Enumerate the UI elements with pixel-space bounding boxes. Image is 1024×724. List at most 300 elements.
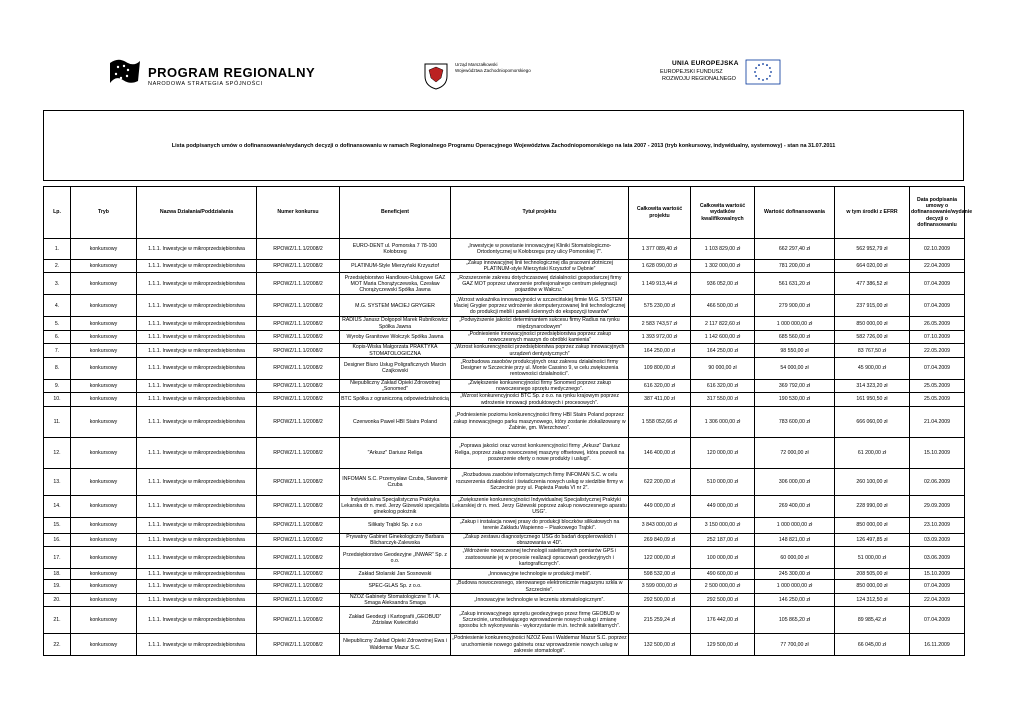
col-beneficjent-cell: Przedsiębiorstwo Geodezyjne „INWAR” Sp. z o.o. — [340, 547, 451, 569]
col-tytul-cell: „Innowacyjne technologie w leczeniu stomatologicznym”. — [451, 593, 629, 606]
col-tytul-cell: „Rozbudowa zasobów produkcyjnych oraz zakresu działalności firmy Designer w Szczecinie przy ul. Monte Cassino 9, w celu zwiększenia rentowności działalności”. — [451, 357, 629, 379]
col-lp-cell: 16. — [44, 533, 71, 546]
col-wartosc-cell: 132 500,00 zł — [629, 634, 691, 656]
document-title: Lista podpisanych umów o dofinansowanie/wydanych decyzji o dofinansowaniu w ramach Regionalnego Programu Operacyjnego Województwa Zachodniopomorskiego na lata 2007 - 2013 (tryb konkursowy, indywidualny, systemowy) - stan na 31.07.2011 — [171, 142, 836, 149]
col-wartosc-cell: 616 320,00 zł — [629, 379, 691, 392]
col-beneficjent-cell: Silikaty Trąbki Sp. z o.o — [340, 517, 451, 533]
col-beneficjent-cell: Wyroby Granitowe Wołczyk Spółka Jawna — [340, 330, 451, 343]
col-lp-cell: 19. — [44, 580, 71, 593]
col-dofin-cell: 54 000,00 zł — [755, 357, 835, 379]
col-lp-cell: 6. — [44, 330, 71, 343]
col-data-cell: 07.04.2009 — [910, 273, 965, 295]
table-row — [44, 317, 965, 330]
col-efrr-cell: 89 985,42 zł — [835, 607, 910, 634]
col-lp-cell: 7. — [44, 344, 71, 357]
col-lp-header: Lp. — [44, 187, 71, 239]
col-data-cell: 22.05.2009 — [910, 344, 965, 357]
col-konkurs-cell: RPOWZ/1.1.1/2008/2 — [257, 569, 340, 580]
col-konkurs-cell: RPOWZ/1.1.1/2008/2 — [257, 379, 340, 392]
table-row — [44, 295, 965, 317]
col-konkurs-cell: RPOWZ/1.1.1/2008/2 — [257, 607, 340, 634]
col-lp-cell: 21. — [44, 607, 71, 634]
col-lp-cell: 20. — [44, 593, 71, 606]
col-lp-cell: 18. — [44, 569, 71, 580]
col-konkurs-cell: RPOWZ/1.1.1/2008/2 — [257, 580, 340, 593]
col-dofin-cell: 146 250,00 zł — [755, 593, 835, 606]
col-dofin-cell: 561 631,20 zł — [755, 273, 835, 295]
eu-star — [766, 78, 768, 80]
table-row — [44, 547, 965, 569]
table-row — [44, 379, 965, 392]
col-kwalif-cell: 936 052,00 zł — [691, 273, 755, 295]
col-wartosc-cell: 122 000,00 zł — [629, 547, 691, 569]
col-dofin-cell: 685 560,00 zł — [755, 330, 835, 343]
col-data-cell: 26.05.2009 — [910, 317, 965, 330]
col-dzialanie-cell: 1.1.1. Inwestycje w mikroprzedsiębiorstwa — [137, 260, 257, 273]
col-efrr-cell: 582 726,00 zł — [835, 330, 910, 343]
col-wartosc-cell: 292 500,00 zł — [629, 593, 691, 606]
col-konkurs-cell: RPOWZ/1.1.1/2008/2 — [257, 517, 340, 533]
col-tytul-cell: „Podwyższenie jakości determinantem sukcesu firmy Radius na rynku międzynarodowym” — [451, 317, 629, 330]
table-row — [44, 393, 965, 406]
col-tryb-cell: konkursowy — [71, 330, 137, 343]
col-data-cell: 21.04.2009 — [910, 406, 965, 437]
col-dzialanie-header: Nazwa Działania/Poddziałania — [137, 187, 257, 239]
table-row — [44, 468, 965, 495]
eu-star — [758, 64, 760, 66]
col-dofin-cell: 98 550,00 zł — [755, 344, 835, 357]
col-wartosc-cell: 1 377 089,40 zł — [629, 239, 691, 260]
eu-line-2: EUROPEJSKI FUNDUSZ — [660, 69, 723, 75]
eu-star — [766, 64, 768, 66]
col-kwalif-cell: 252 187,00 zł — [691, 533, 755, 546]
col-tryb-cell: konkursowy — [71, 593, 137, 606]
col-wartosc-cell: 1 628 090,00 zł — [629, 260, 691, 273]
col-kwalif-cell: 90 000,00 zł — [691, 357, 755, 379]
col-dzialanie-cell: 1.1.1. Inwestycje w mikroprzedsiębiorstwa — [137, 330, 257, 343]
col-data-cell: 03.06.2009 — [910, 547, 965, 569]
col-kwalif-cell: 466 500,00 zł — [691, 295, 755, 317]
table-row — [44, 260, 965, 273]
col-dzialanie-cell: 1.1.1. Inwestycje w mikroprzedsiębiorstwa — [137, 437, 257, 468]
col-beneficjent-cell: M.G. SYSTEM MACIEJ GRYGIER — [340, 295, 451, 317]
col-beneficjent-cell: NZOZ Gabinety Stomatologiczne T. i A. Smaga Aleksandra Smaga — [340, 593, 451, 606]
col-dofin-cell: 279 900,00 zł — [755, 295, 835, 317]
col-lp-cell: 4. — [44, 295, 71, 317]
col-beneficjent-cell: BTC Spółka z ograniczoną odpowiedzialnością — [340, 393, 451, 406]
col-beneficjent-cell: Przedsiębiorstwo Handlowo-Usługowe GAZ MOT Maria Chorążyczewska, Czesław Chorążyczewski Spółka Jawna — [340, 273, 451, 295]
col-wartosc-cell: 575 230,00 zł — [629, 295, 691, 317]
col-dzialanie-cell: 1.1.1. Inwestycje w mikroprzedsiębiorstwa — [137, 580, 257, 593]
logos-header — [0, 0, 1024, 105]
col-data-cell: 07.04.2009 — [910, 295, 965, 317]
col-dofin-cell: 1 000 000,00 zł — [755, 317, 835, 330]
table-row — [44, 533, 965, 546]
col-efrr-cell: 237 915,00 zł — [835, 295, 910, 317]
col-dofin-cell: 77 700,00 zł — [755, 634, 835, 656]
table-row — [44, 580, 965, 593]
col-wartosc-cell: 3 599 000,00 zł — [629, 580, 691, 593]
table-row — [44, 634, 965, 656]
col-tytul-cell: „Rozszerzenie zakresu dotychczasowej działalności gospodarczej firmy GAZ MOT poprzez utworzenie profesjonalnego centrum pielęgnacji pojazdów w Wałczu.” — [451, 273, 629, 295]
col-tryb-cell: konkursowy — [71, 317, 137, 330]
col-data-cell: 22.04.2009 — [910, 593, 965, 606]
col-dzialanie-cell: 1.1.1. Inwestycje w mikroprzedsiębiorstwa — [137, 393, 257, 406]
program-title: PROGRAM REGIONALNY — [148, 65, 316, 80]
col-kwalif-cell: 317 550,00 zł — [691, 393, 755, 406]
eu-star — [758, 78, 760, 80]
col-tytul-cell: „Zakup innowacyjnej linii technologicznej dla pracowni złotniczej PLATINUM-style Mierzyński Krzysztof w Dębnie” — [451, 260, 629, 273]
col-dzialanie-cell: 1.1.1. Inwestycje w mikroprzedsiębiorstwa — [137, 239, 257, 260]
col-tytul-cell: „Zakup innowacyjnego sprzętu geodezyjnego przez firmę GEOBUD w Szczecinie, umożliwiającego wprowadzenie nowych usług i zmianę sposobu ich wykonywania - wykorzystanie m.in. technik satelitarnych”. — [451, 607, 629, 634]
col-konkurs-cell: RPOWZ/1.1.1/2008/2 — [257, 344, 340, 357]
col-dzialanie-cell: 1.1.1. Inwestycje w mikroprzedsiębiorstwa — [137, 295, 257, 317]
col-dzialanie-cell: 1.1.1. Inwestycje w mikroprzedsiębiorstwa — [137, 273, 257, 295]
col-kwalif-cell: 490 600,00 zł — [691, 569, 755, 580]
col-dofin-cell: 72 000,00 zł — [755, 437, 835, 468]
col-efrr-cell: 126 497,85 zł — [835, 533, 910, 546]
col-tryb-cell: konkursowy — [71, 580, 137, 593]
col-dofin-cell: 369 792,00 zł — [755, 379, 835, 392]
eu-star — [754, 71, 756, 73]
col-data-cell: 03.09.2009 — [910, 533, 965, 546]
col-dofin-cell: 148 821,00 zł — [755, 533, 835, 546]
col-lp-cell: 8. — [44, 357, 71, 379]
col-efrr-cell: 83 767,50 zł — [835, 344, 910, 357]
col-lp-cell: 9. — [44, 379, 71, 392]
col-konkurs-cell: RPOWZ/1.1.1/2008/2 — [257, 593, 340, 606]
col-konkurs-cell: RPOWZ/1.1.1/2008/2 — [257, 547, 340, 569]
col-kwalif-cell: 1 142 600,00 zł — [691, 330, 755, 343]
col-data-cell: 02.06.2009 — [910, 468, 965, 495]
col-beneficjent-cell: Indywidualna Specjalistyczna Praktyka Lekarska dr n. med. Jerzy Giżewski specjalista ginekolog położnik — [341, 496, 449, 516]
col-efrr-cell: 51 000,00 zł — [835, 547, 910, 569]
col-lp-cell: 11. — [44, 406, 71, 437]
col-beneficjent-cell: SPEC-GLAS Sp. z o.o. — [340, 580, 451, 593]
col-efrr-cell: 61 200,00 zł — [835, 437, 910, 468]
col-tryb-cell: konkursowy — [71, 379, 137, 392]
eu-star — [755, 67, 757, 69]
waving-flag-icon — [108, 57, 142, 87]
col-konkurs-cell: RPOWZ/1.1.1/2008/2 — [257, 437, 340, 468]
col-beneficjent-cell: Niepubliczny Zakład Opieki Zdrowotnej Ewa i Waldemar Mazur S.C. — [340, 634, 451, 656]
col-tytul-cell: „Wzrost konkurencyjności BTC Sp. z o.o. na rynku krajowym poprzez wdrożenie innowacji produktowych i procesowych”. — [451, 393, 629, 406]
table-row — [44, 357, 965, 379]
col-lp-cell: 13. — [44, 468, 71, 495]
col-dzialanie-cell: 1.1.1. Inwestycje w mikroprzedsiębiorstwa — [137, 517, 257, 533]
col-data-cell: 02.10.2009 — [910, 239, 965, 260]
col-dzialanie-cell: 1.1.1. Inwestycje w mikroprzedsiębiorstwa — [137, 634, 257, 656]
col-beneficjent-cell: Zakład Stolarski Jan Sosnowski — [340, 569, 451, 580]
col-tytul-cell: „Innowacyjne technologie w produkcji mebli”. — [451, 569, 629, 580]
col-beneficjent-cell: INFOMAN S.C. Przemysław Czuba, Sławomir Czuba — [340, 468, 451, 495]
col-tryb-cell: konkursowy — [71, 569, 137, 580]
col-data-cell: 23.10.2009 — [910, 517, 965, 533]
col-dzialanie-cell: 1.1.1. Inwestycje w mikroprzedsiębiorstwa — [137, 533, 257, 546]
col-lp-cell: 14. — [44, 495, 71, 517]
col-beneficjent-cell: Zakład Geodezji i Kartografii „GEOBUD” Zdzisław Kwieciński — [340, 607, 451, 634]
col-data-cell: 07.10.2009 — [910, 330, 965, 343]
col-beneficjent-cell: Czerwonka Paweł HBI Stairs Poland — [340, 406, 451, 437]
col-dzialanie-cell: 1.1.1. Inwestycje w mikroprzedsiębiorstwa — [137, 406, 257, 437]
office-line-2: Województwa Zachodniopomorskiego — [455, 68, 531, 73]
col-kwalif-cell: 2 117 822,60 zł — [691, 317, 755, 330]
col-tytul-cell: „Budowa nowoczesnego, sterowanego elektronicznie magazynu szkła w Szczecinie”. — [451, 580, 629, 593]
col-wartosc-cell: 269 840,09 zł — [629, 533, 691, 546]
col-wartosc-cell: 1 558 052,66 zł — [629, 406, 691, 437]
document-title-box — [43, 110, 964, 181]
col-wartosc-cell: 146 400,00 zł — [629, 437, 691, 468]
col-tryb-cell: konkursowy — [71, 406, 137, 437]
eu-flag-icon — [746, 60, 780, 84]
col-data-cell: 07.04.2009 — [910, 357, 965, 379]
table-row — [44, 495, 965, 517]
col-lp-cell: 10. — [44, 393, 71, 406]
col-kwalif-cell: 129 500,00 zł — [691, 634, 755, 656]
col-efrr-cell: 208 505,00 zł — [835, 569, 910, 580]
col-dofin-cell: 783 600,00 zł — [755, 406, 835, 437]
col-efrr-cell: 562 952,79 zł — [835, 239, 910, 260]
col-konkurs-cell: RPOWZ/1.1.1/2008/2 — [257, 468, 340, 495]
coat-of-arms-icon — [423, 62, 449, 90]
table-row — [44, 569, 965, 580]
col-konkurs-cell: RPOWZ/1.1.1/2008/2 — [257, 634, 340, 656]
program-subtitle: NARODOWA STRATEGIA SPÓJNOŚCI — [148, 81, 263, 87]
col-dzialanie-cell: 1.1.1. Inwestycje w mikroprzedsiębiorstwa — [137, 593, 257, 606]
col-data-cell: 25.05.2009 — [910, 379, 965, 392]
col-dofin-header: Wartość dofinansowania — [755, 187, 835, 239]
col-tytul-cell: „Podniesienie poziomu konkurencyjności firmy HBI Stairs Poland poprzez zakup innowacyjnego parku maszynowego, który zostanie zlokalizowany w Żabinie, gm. Wierzchowo”. — [451, 406, 629, 437]
col-dofin-cell: 245 300,00 zł — [755, 569, 835, 580]
col-dzialanie-cell: 1.1.1. Inwestycje w mikroprzedsiębiorstwa — [137, 317, 257, 330]
eu-line-3: ROZWOJU REGIONALNEGO — [662, 76, 736, 82]
col-kwalif-cell: 616 320,00 zł — [691, 379, 755, 392]
col-tytul-cell: „Zwiększenie konkurencyjności firmy Sonomed poprzez zakup nowoczesnego sprzętu medycznego”. — [451, 379, 629, 392]
col-konkurs-cell: RPOWZ/1.1.1/2008/2 — [257, 495, 340, 517]
col-wartosc-cell: 109 800,00 zł — [629, 357, 691, 379]
col-tytul-cell: „Podniesienie konkurencyjności NZOZ Ewa i Waldemar Mazur S.C. poprzez uruchomienie nowego gabinetu oraz wprowadzenie nowych usług w zakresie stomatologii”. — [452, 635, 627, 654]
col-tryb-cell: konkursowy — [71, 547, 137, 569]
col-wartosc-header: Całkowita wartość projektu — [629, 187, 691, 239]
col-tryb-cell: konkursowy — [71, 495, 137, 517]
col-data-cell: 25.05.2009 — [910, 393, 965, 406]
col-konkurs-cell: RPOWZ/1.1.1/2008/2 — [257, 357, 340, 379]
col-wartosc-cell: 164 250,00 zł — [629, 344, 691, 357]
col-tryb-cell: konkursowy — [71, 357, 137, 379]
col-dofin-cell: 1 000 000,00 zł — [755, 580, 835, 593]
col-dofin-cell: 190 530,00 zł — [755, 393, 835, 406]
col-data-cell: 07.04.2009 — [910, 607, 965, 634]
col-dofin-cell: 269 400,00 zł — [755, 495, 835, 517]
col-dzialanie-cell: 1.1.1. Inwestycje w mikroprzedsiębiorstwa — [137, 379, 257, 392]
col-tytul-cell: „Wdrożenie nowoczesnej technologii satelitarnych pomiarów GPS i zastosowanie jej w procesie realizacji opracowań geodezyjnych i kartograficznych”. — [451, 547, 629, 569]
col-kwalif-cell: 2 500 000,00 zł — [691, 580, 755, 593]
col-data-cell: 16.11.2009 — [910, 634, 965, 656]
contracts-table — [43, 186, 973, 656]
col-dofin-cell: 781 200,00 zł — [755, 260, 835, 273]
col-efrr-cell: 66 045,00 zł — [835, 634, 910, 656]
table-row — [44, 437, 965, 468]
col-dzialanie-cell: 1.1.1. Inwestycje w mikroprzedsiębiorstwa — [137, 344, 257, 357]
table-row — [44, 406, 965, 437]
col-kwalif-cell: 1 103 829,00 zł — [691, 239, 755, 260]
eu-star — [755, 75, 757, 77]
col-dzialanie-cell: 1.1.1. Inwestycje w mikroprzedsiębiorstwa — [137, 569, 257, 580]
col-dofin-cell: 662 297,40 zł — [755, 239, 835, 260]
col-beneficjent-cell: Niepubliczny Zakład Opieki Zdrowotnej „Sonomed” — [340, 379, 451, 392]
col-beneficjent-cell: Kopis-Wiska Małgorzata PRAKTYKA STOMATOLOGICZNA — [340, 344, 451, 357]
col-tryb-cell: konkursowy — [71, 239, 137, 260]
col-data-cell: 07.04.2009 — [910, 580, 965, 593]
col-efrr-cell: 666 060,00 zł — [835, 406, 910, 437]
col-tryb-cell: konkursowy — [71, 437, 137, 468]
col-dofin-cell: 306 000,00 zł — [755, 468, 835, 495]
col-wartosc-cell: 622 200,00 zł — [629, 468, 691, 495]
col-data-cell: 29.09.2009 — [910, 495, 965, 517]
col-konkurs-cell: RPOWZ/1.1.1/2008/2 — [257, 533, 340, 546]
col-efrr-cell: 161 950,50 zł — [835, 393, 910, 406]
col-dofin-cell: 105 865,20 zł — [755, 607, 835, 634]
col-tryb-cell: konkursowy — [71, 517, 137, 533]
col-konkurs-cell: RPOWZ/1.1.1/2008/2 — [257, 239, 340, 260]
col-tytul-cell: „Zwiększenie konkurencyjności Indywidualnej Specjalistycznej Praktyki Lekarskiej dr n. med. Jerzy Giżewski poprzez zakup nowoczesnego aparatu USG”. — [452, 496, 627, 516]
col-tytul-cell: „Rozbudowa zasobów informatycznych firmy INFOMAN S.C. w celu rozszerzenia działalności i świadczenia nowych usług w siedzibie firmy w Szczecinie przy ul. Papieża Pawła VI nr 2”. — [451, 468, 629, 495]
col-beneficjent-header: Beneficjent — [340, 187, 451, 239]
col-tytul-cell: „Podniesienie innowacyjności przedsiębiorstwa poprzez zakup nowoczesnych maszyn do obróbki kamienia” — [451, 330, 629, 343]
col-efrr-cell: 664 020,00 zł — [835, 260, 910, 273]
col-lp-cell: 15. — [44, 517, 71, 533]
col-wartosc-cell: 1 149 913,44 zł — [629, 273, 691, 295]
col-efrr-header: w tym środki z EFRR — [835, 187, 910, 239]
col-wartosc-cell: 449 000,00 zł — [629, 495, 691, 517]
col-kwalif-cell: 1 306 000,00 zł — [691, 406, 755, 437]
col-efrr-cell: 850 000,00 zł — [835, 317, 910, 330]
table-row — [44, 517, 965, 533]
col-kwalif-cell: 1 302 000,00 zł — [691, 260, 755, 273]
col-tryb-cell: konkursowy — [71, 533, 137, 546]
col-tytul-cell: „Zakup i instalacja nowej prasy do produkcji bloczków silikatowych na terenie Zakładu Wapienno – Piaskowego Trąbki”. — [451, 517, 629, 533]
col-lp-cell: 1. — [44, 239, 71, 260]
col-beneficjent-cell: EURO-DENT ul. Pomorska 7 78-100 Kołobrzeg — [340, 239, 451, 260]
col-lp-cell: 17. — [44, 547, 71, 569]
table-row — [44, 273, 965, 295]
col-kwalif-cell: 164 250,00 zł — [691, 344, 755, 357]
col-konkurs-cell: RPOWZ/1.1.1/2008/2 — [257, 273, 340, 295]
col-konkurs-cell: RPOWZ/1.1.1/2008/2 — [257, 260, 340, 273]
col-tytul-cell: „Poprawa jakości oraz wzrost konkurencyjności firmy „Arkusz” Dariusz Religa, poprzez zakup nowoczesnej maszyny offsetowej, która pozwoli na poszerzenie oferty o nowe produkty i usługi”. — [451, 437, 629, 468]
col-konkurs-header: Numer konkursu — [257, 187, 340, 239]
col-tryb-cell: konkursowy — [71, 344, 137, 357]
table-header-row — [44, 187, 965, 239]
col-data-cell: 15.10.2009 — [910, 569, 965, 580]
col-beneficjent-cell: "Arkusz" Dariusz Religa — [340, 437, 451, 468]
col-tryb-header: Tryb — [71, 187, 137, 239]
col-lp-cell: 12. — [44, 437, 71, 468]
col-wartosc-cell: 215 259,24 zł — [629, 607, 691, 634]
col-dofin-cell: 60 000,00 zł — [755, 547, 835, 569]
col-kwalif-cell: 176 442,00 zł — [691, 607, 755, 634]
col-tytul-cell: „Wzrost konkurencyjności przedsiębiorstwa poprzez zakup innowacyjnych urządzeń dentystycznych” — [451, 344, 629, 357]
col-efrr-cell: 314 323,20 zł — [835, 379, 910, 392]
col-efrr-cell: 45 900,00 zł — [835, 357, 910, 379]
eu-line-1: UNIA EUROPEJSKA — [672, 60, 739, 67]
eu-star — [762, 63, 764, 65]
eu-star — [770, 71, 772, 73]
col-kwalif-cell: 100 000,00 zł — [691, 547, 755, 569]
col-wartosc-cell: 598 532,00 zł — [629, 569, 691, 580]
col-kwalif-cell: 292 500,00 zł — [691, 593, 755, 606]
col-dzialanie-cell: 1.1.1. Inwestycje w mikroprzedsiębiorstwa — [137, 547, 257, 569]
table-row — [44, 607, 965, 634]
col-dofin-cell: 1 000 000,00 zł — [755, 517, 835, 533]
col-beneficjent-cell: Designer Biuro Usług Poligraficznych Marcin Czajkowski — [340, 357, 451, 379]
col-beneficjent-cell: Prywatny Gabinet Ginekologiczny Barbara Blicharczyk-Zalewska — [340, 533, 451, 546]
eu-star — [769, 67, 771, 69]
col-kwalif-header: Całkowita wartość wydatków kwalifikowalnych — [691, 187, 755, 239]
col-beneficjent-cell: RADIUS Janusz Dołgopoł Marek Rubnikowicz Spółka Jawna — [340, 317, 451, 330]
col-konkurs-cell: RPOWZ/1.1.1/2008/2 — [257, 295, 340, 317]
col-efrr-cell: 850 000,00 zł — [835, 580, 910, 593]
col-kwalif-cell: 120 000,00 zł — [691, 437, 755, 468]
col-lp-cell: 2. — [44, 260, 71, 273]
col-wartosc-cell: 1 393 972,00 zł — [629, 330, 691, 343]
col-tryb-cell: konkursowy — [71, 273, 137, 295]
col-tytul-cell: „Inwestycje w powstanie innowacyjnej Kliniki Stomatologiczno-Ortodontycznej w Kołobrzegu przy ulicy Pomorskiej 7”. — [451, 239, 629, 260]
col-konkurs-cell: RPOWZ/1.1.1/2008/2 — [257, 317, 340, 330]
col-efrr-cell: 850 000,00 zł — [835, 517, 910, 533]
col-konkurs-cell: RPOWZ/1.1.1/2008/2 — [257, 393, 340, 406]
col-tryb-cell: konkursowy — [71, 393, 137, 406]
col-tryb-cell: konkursowy — [71, 295, 137, 317]
col-lp-cell: 3. — [44, 273, 71, 295]
col-kwalif-cell: 449 000,00 zł — [691, 495, 755, 517]
eu-star — [762, 79, 764, 81]
table-row — [44, 239, 965, 260]
col-beneficjent-cell: PLATINUM-Style Mierzyński Krzysztof — [340, 260, 451, 273]
col-konkurs-cell: RPOWZ/1.1.1/2008/2 — [257, 406, 340, 437]
col-wartosc-cell: 3 843 000,00 zł — [629, 517, 691, 533]
eu-star — [769, 75, 771, 77]
col-tytul-header: Tytuł projektu — [451, 187, 629, 239]
col-efrr-cell: 477 386,52 zł — [835, 273, 910, 295]
table-row — [44, 344, 965, 357]
col-data-header: Data podpisania umowy o dofinansowanie/wydanie decyzji o dofinansowaniu — [910, 187, 965, 239]
col-efrr-cell: 124 312,50 zł — [835, 593, 910, 606]
col-dzialanie-cell: 1.1.1. Inwestycje w mikroprzedsiębiorstwa — [137, 495, 257, 517]
col-data-cell: 15.10.2009 — [910, 437, 965, 468]
col-lp-cell: 5. — [44, 317, 71, 330]
col-tryb-cell: konkursowy — [71, 634, 137, 656]
col-kwalif-cell: 510 000,00 zł — [691, 468, 755, 495]
col-tryb-cell: konkursowy — [71, 468, 137, 495]
table-row — [44, 330, 965, 343]
col-wartosc-cell: 387 411,00 zł — [629, 393, 691, 406]
col-kwalif-cell: 3 150 000,00 zł — [691, 517, 755, 533]
col-data-cell: 22.04.2009 — [910, 260, 965, 273]
col-efrr-cell: 260 100,00 zł — [835, 468, 910, 495]
office-line-1: Urząd Marszałkowski — [455, 62, 498, 67]
col-dzialanie-cell: 1.1.1. Inwestycje w mikroprzedsiębiorstwa — [137, 468, 257, 495]
col-efrr-cell: 228 990,00 zł — [835, 495, 910, 517]
col-lp-cell: 22. — [44, 634, 71, 656]
col-konkurs-cell: RPOWZ/1.1.1/2008/2 — [257, 330, 340, 343]
table-row — [44, 593, 965, 606]
col-tryb-cell: konkursowy — [71, 607, 137, 634]
col-dzialanie-cell: 1.1.1. Inwestycje w mikroprzedsiębiorstwa — [137, 357, 257, 379]
col-dzialanie-cell: 1.1.1. Inwestycje w mikroprzedsiębiorstwa — [137, 607, 257, 634]
col-tytul-cell: „Wzrost wskaźnika innowacyjności w szczecińskiej firmie M.G. SYSTEM Maciej Grygier poprzez wdrożenie skomputeryzowanej linii technologicznej do produkcji mebli i paneli ściennych do ekspozycji towarów” — [451, 295, 629, 317]
col-wartosc-cell: 2 583 743,57 zł — [629, 317, 691, 330]
